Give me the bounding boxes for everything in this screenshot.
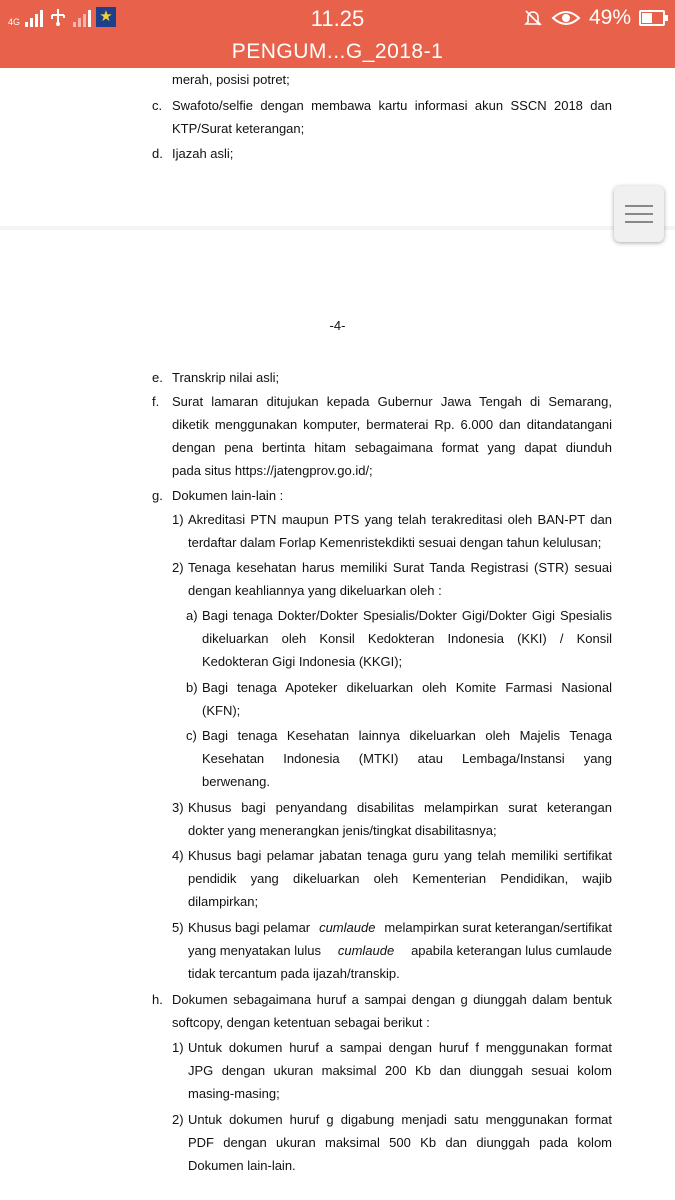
hamburger-icon-bar [625,213,653,215]
italic-span: cumlaude [319,920,376,935]
app-bar [0,0,675,68]
text-line: JPG dengan ukuran maksimal 200 Kb dan diunggah sesuai kolom [188,1063,612,1078]
document-title: PENGUM...G_2018-1 [231,40,444,63]
text-line: Tenaga kesehatan harus memiliki Surat Tanda Registrasi (STR) sesuai [188,560,612,575]
battery-icon [639,10,665,26]
text-line: dengan pena bertinta hitam sebagaimana format yang dapat diunduh [172,440,612,455]
text-line: KTP/Surat keterangan; [172,121,305,136]
pdf-viewer[interactable] [0,68,675,1200]
list-marker: c) [186,728,197,743]
text-line: Untuk dokumen huruf a sampai dengan huruf f menggunakan format [188,1040,612,1055]
text-line: pendidik yang dikeluarkan oleh Kementerian Pendidikan, wajib [188,871,612,886]
list-marker: e. [152,370,163,385]
text-span: melampirkan surat keterangan/sertifikat [384,920,612,935]
text-line: dengan keahliannya yang dikeluarkan oleh : [188,583,442,598]
status-clock: 11.25 [310,6,365,31]
battery-percent: 49% [588,6,631,29]
status-right-icons [523,6,665,30]
list-marker: a) [186,608,198,623]
text-line: Bagi tenaga Dokter/Dokter Spesialis/Dokter Gigi/Dokter Gigi Spesialis [202,608,612,623]
text-span: apabila keterangan lulus cumlaude [411,943,612,958]
text-line: Bagi tenaga Apoteker dikeluarkan oleh Komite Farmasi Nasional [202,680,612,695]
page-number: -4- [329,318,346,333]
status-bar [0,0,675,34]
list-marker: h. [152,992,163,1007]
list-marker: f. [152,394,160,409]
text-line: merah, posisi potret; [172,72,290,87]
hamburger-icon-bar [625,221,653,223]
text-line: (KFN); [202,703,241,718]
text-line: tidak tercantum pada ijazah/transkip. [188,966,400,981]
text-line: Swafoto/selfie dengan membawa kartu informasi akun SSCN 2018 dan [172,98,612,113]
italic-span: cumlaude [337,943,395,958]
list-marker: 4) [172,848,184,863]
list-marker: 3) [172,800,184,815]
text-line: Bagi tenaga Kesehatan lainnya dikeluarkan oleh Majelis Tenaga [202,728,612,743]
list-marker: 1) [172,512,184,527]
text-span: Khusus bagi pelamar [188,920,311,935]
text-line: terdaftar dalam Forlap Kemenristekdikti sesuai dengan tahun kelulusan; [188,535,602,550]
eye-icon [551,8,581,28]
menu-button[interactable] [614,186,664,242]
text-line: Surat lamaran ditujukan kepada Gubernur Jawa Tengah di Semarang, [172,394,612,409]
list-marker: g. [152,488,163,503]
text-line: Dokumen lain-lain. [188,1158,296,1173]
list-marker: b) [186,680,198,695]
text-span: yang menyatakan lulus [188,943,321,958]
text-line: pada situs https://jatengprov.go.id/; [172,463,373,478]
list-marker: 2) [172,560,184,575]
text-line: diketik menggunakan komputer, bermaterai Rp. 6.000 dan ditandatangani [172,417,612,432]
text-line: Khusus bagi penyandang disabilitas melampirkan surat keterangan [188,800,612,815]
text-line: PDF dengan ukuran maksimal 500 Kb dan diunggah pada kolom [188,1135,612,1150]
network-type-label: 4G [8,17,21,27]
hamburger-icon-bar [625,205,653,207]
text-line: softcopy, dengan ketentuan sebagai berikut : [172,1015,430,1030]
text-line: Transkrip nilai asli; [172,370,280,385]
text-line: dilampirkan; [188,894,259,909]
list-marker: 2) [172,1112,184,1127]
text-line [188,943,612,959]
text-line: Dokumen sebagaimana huruf a sampai dengan g diunggah dalam bentuk [172,992,612,1007]
text-line: Khusus bagi pelamar jabatan tenaga guru yang telah memiliki sertifikat [188,848,612,863]
text-line: Akreditasi PTN maupun PTS yang telah terakreditasi oleh BAN-PT dan [188,512,612,527]
pdf-page-4 [0,230,675,1200]
text-line: masing-masing; [188,1086,280,1101]
list-marker: 1) [172,1040,184,1055]
text-line [188,920,612,936]
text-line: berwenang. [202,774,270,789]
text-line: dikeluarkan oleh Konsil Kedokteran Indonesia (KKI) / Konsil [202,631,612,646]
text-line: Kedokteran Gigi Indonesia (KKGI); [202,654,403,669]
list-marker: c. [152,98,163,113]
list-marker: 5) [172,920,184,935]
text-line: dokter yang menerangkan jenis/tingkat disabilitasnya; [188,823,497,838]
app-star-icon: ★ [96,7,116,27]
list-marker: d. [152,146,163,161]
text-line: Kesehatan Indonesia (MTKI) atau Lembaga/Instansi yang [202,751,612,766]
battery-level [642,13,652,23]
text-line: Ijazah asli; [172,146,234,161]
pdf-page-3 [0,68,675,226]
text-line: Dokumen lain-lain : [172,488,284,503]
text-line: Untuk dokumen huruf g digabung menjadi satu menggunakan format [188,1112,612,1127]
mute-icon [523,8,543,28]
